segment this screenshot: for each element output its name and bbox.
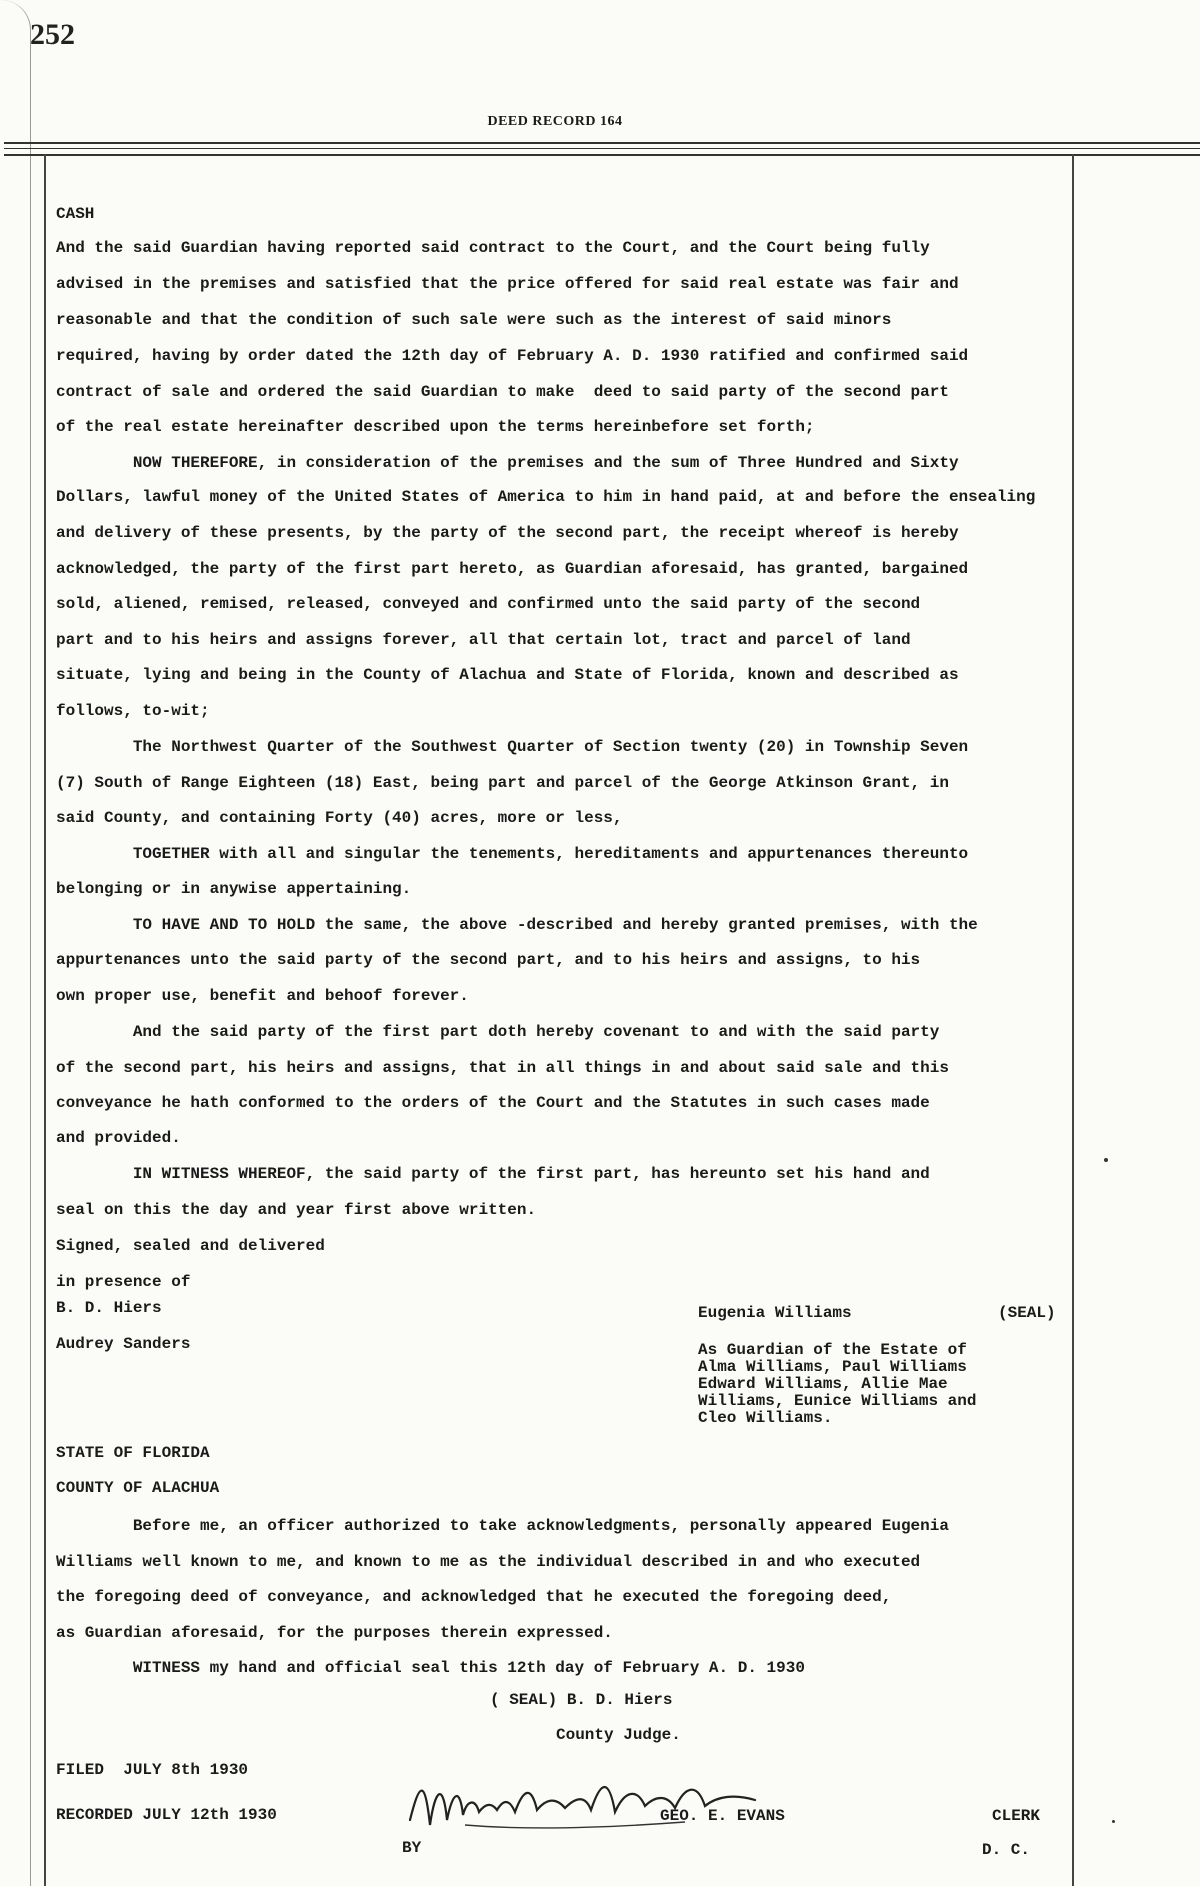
deed-line: reasonable and that the condition of such sale were such as the interest of said minors: [56, 311, 892, 329]
deed-line: conveyance he hath conformed to the orders of the Court and the Statutes in such cases made: [56, 1094, 930, 1112]
deed-line: TOGETHER with all and singular the tenements, hereditaments and appurtenances thereunto: [56, 845, 969, 863]
page-number: 252: [30, 18, 75, 51]
deed-line: Signed, sealed and delivered: [56, 1237, 325, 1255]
judge-title: County Judge.: [556, 1726, 681, 1744]
witness-2: Audrey Sanders: [56, 1335, 191, 1353]
deed-line: follows, to-wit;: [56, 702, 210, 720]
deed-line: and delivery of these presents, by the party of the second part, the receipt whereof is hereby: [56, 524, 959, 542]
acknowledgment-line: Before me, an officer authorized to take acknowledgments, personally appeared Eugenia: [56, 1517, 949, 1535]
deed-line: TO HAVE AND TO HOLD the same, the above -described and hereby granted premises, with the: [56, 916, 978, 934]
deputy-clerk-title: D. C.: [982, 1841, 1031, 1859]
deed-line: in presence of: [56, 1273, 191, 1291]
ink-speck: [1112, 1820, 1115, 1823]
record-title: DEED RECORD 164: [487, 114, 623, 129]
recorded-date: RECORDED JULY 12th 1930: [56, 1806, 277, 1824]
deed-line: of the real estate hereinafter described upon the terms hereinbefore set forth;: [56, 418, 815, 436]
deed-line: IN WITNESS WHEREOF, the said party of the first part, has hereunto set his hand and: [56, 1165, 930, 1183]
deed-line: Dollars, lawful money of the United States of America to him in hand paid, at and before the ensealing: [56, 488, 1036, 506]
deed-line: and provided.: [56, 1129, 181, 1147]
ink-speck: [1104, 1158, 1108, 1162]
acknowledgment-line: WITNESS my hand and official seal this 12th day of February A. D. 1930: [56, 1659, 805, 1677]
deed-line: (7) South of Range Eighteen (18) East, being part and parcel of the George Atkinson Grant, in: [56, 774, 949, 792]
state-heading: STATE OF FLORIDA: [56, 1444, 210, 1462]
header-rule: [4, 142, 1200, 144]
deed-line: advised in the premises and satisfied that the price offered for said real estate was fair and: [56, 275, 959, 293]
deed-line: own proper use, benefit and behoof forever.: [56, 987, 469, 1005]
left-margin-line: [44, 154, 46, 1886]
clerk-name: GEO. E. EVANS: [660, 1807, 785, 1825]
binding-edge: [0, 0, 31, 1886]
deed-line: contract of sale and ordered the said Guardian to make deed to said party of the second part: [56, 383, 949, 401]
deed-line: NOW THEREFORE, in consideration of the premises and the sum of Three Hundred and Sixty: [56, 454, 959, 472]
grantor-capacity-line: Cleo Williams.: [698, 1409, 833, 1427]
clerk-title: CLERK: [992, 1807, 1041, 1825]
deed-line: sold, aliened, remised, released, conveyed and confirmed unto the said party of the second: [56, 595, 921, 613]
deed-line: situate, lying and being in the County of Alachua and State of Florida, known and described as: [56, 666, 959, 684]
deed-line: acknowledged, the party of the first part hereto, as Guardian aforesaid, has granted, bargained: [56, 560, 969, 578]
grantor-capacity-line: As Guardian of the Estate of: [698, 1341, 967, 1359]
deed-line: belonging or in anywise appertaining.: [56, 880, 412, 898]
witness-1: B. D. Hiers: [56, 1299, 162, 1317]
grantor-capacity-line: Williams, Eunice Williams and: [698, 1392, 977, 1410]
deed-line: seal on this the day and year first above written.: [56, 1201, 537, 1219]
grantor-capacity-line: Alma Williams, Paul Williams: [698, 1358, 967, 1376]
deed-line: part and to his heirs and assigns forever, all that certain lot, tract and parcel of land: [56, 631, 911, 649]
grantor-name: Eugenia Williams: [698, 1304, 852, 1322]
filed-date: FILED JULY 8th 1930: [56, 1761, 249, 1779]
deed-line: CASH: [56, 205, 95, 223]
deed-line: of the second part, his heirs and assigns, that in all things in and about said sale and this: [56, 1059, 949, 1077]
deed-line: And the said party of the first part doth hereby covenant to and with the said party: [56, 1023, 940, 1041]
county-heading: COUNTY OF ALACHUA: [56, 1479, 220, 1497]
deed-line: said County, and containing Forty (40) acres, more or less,: [56, 809, 623, 827]
deed-line: required, having by order dated the 12th day of February A. D. 1930 ratified and confirmed said: [56, 347, 969, 365]
acknowledgment-line: as Guardian aforesaid, for the purposes therein expressed.: [56, 1624, 613, 1642]
deputy-clerk-signature: [405, 1770, 785, 1850]
acknowledgment-line: the foregoing deed of conveyance, and acknowledged that he executed the foregoing deed,: [56, 1588, 892, 1606]
deed-line: appurtenances unto the said party of the second part, and to his heirs and assigns, to his: [56, 951, 921, 969]
acknowledgment-line: Williams well known to me, and known to me as the individual described in and who executed: [56, 1553, 921, 1571]
grantor-capacity-line: Edward Williams, Allie Mae: [698, 1375, 948, 1393]
header-rule: [4, 154, 1200, 156]
deed-line: And the said Guardian having reported said contract to the Court, and the Court being fully: [56, 239, 930, 257]
header-rule: [4, 148, 1200, 149]
judge-seal: ( SEAL) B. D. Hiers: [490, 1691, 673, 1709]
grantor-seal: (SEAL): [998, 1304, 1056, 1322]
by-label: BY: [402, 1839, 422, 1857]
deed-line: The Northwest Quarter of the Southwest Quarter of Section twenty (20) in Township Seven: [56, 738, 969, 756]
